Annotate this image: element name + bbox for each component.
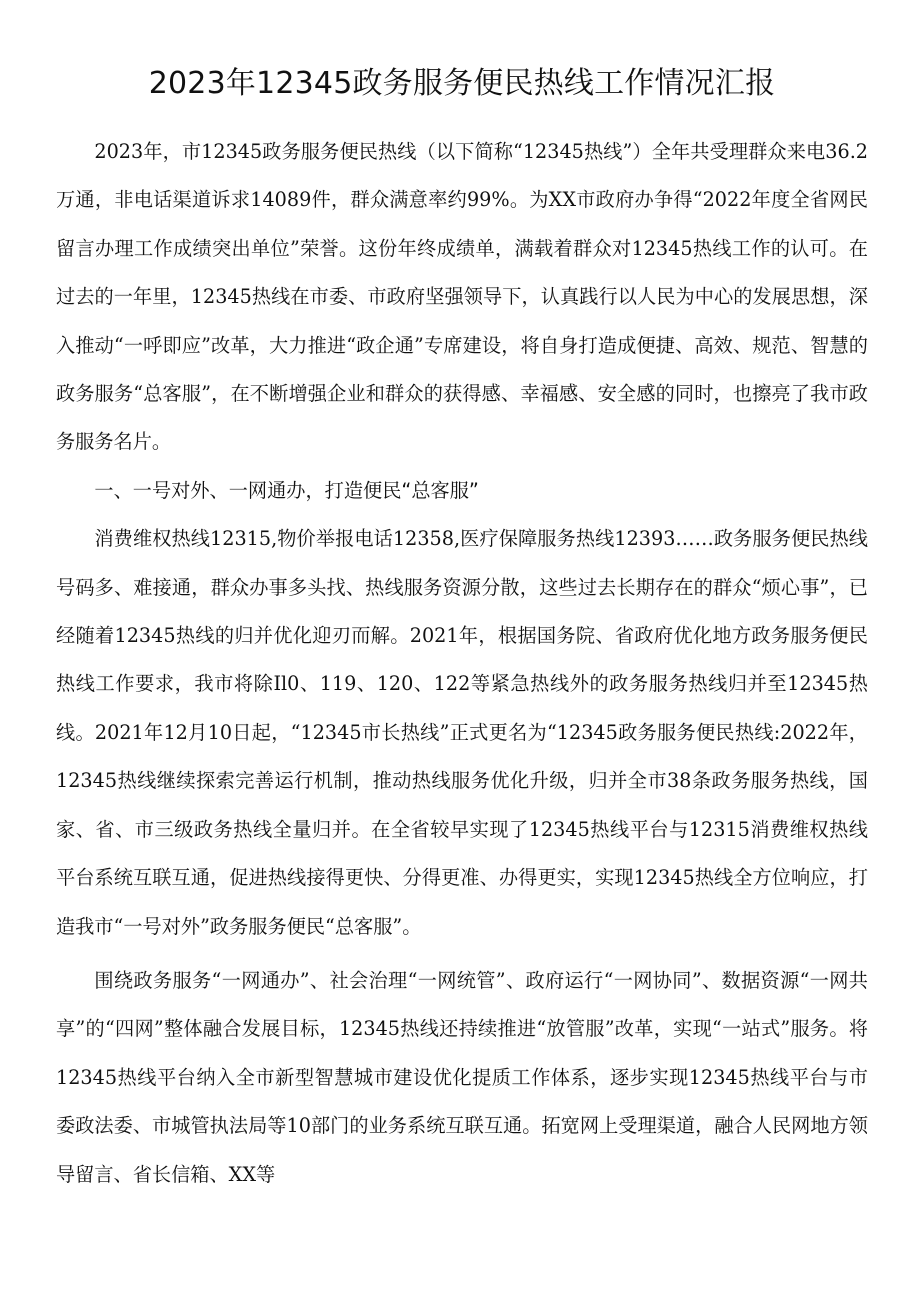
section-one-paragraph-one: 消费维权热线12315,物价举报电话12358,医疗保障服务热线12393……政务服务便民热线号码多、难接通，群众办事多头找、热线服务资源分散，这些过去长期存在的群众“烦心事”，已经随着12345热线的归并优化迎刃而解。2021年，根据国务院、省政府优化地方政务服务便民热线工作要求，我市将除Il0、119、120、122等紧急热线外的政务服务热线归并至12345热线。2021年12月10日起，“12345市长热线”正式更名为“12345政务服务便民热线:2022年，12345热线继续探索完善运行机制，推动热线服务优化升级，归并全市38条政务服务热线，国家、省、市三级政务热线全量归并。在全省较早实现了12345热线平台与12315消费维权热线平台系统互联互通，促进热线接得更快、分得更准、办得更实，实现12345热线全方位响应，打造我市“一号对外”政务服务便民“总客服”。 bbox=[56, 527, 868, 938]
document-title: 2023年12345政务服务便民热线工作情况汇报 bbox=[148, 66, 776, 101]
intro-paragraph: 2023年，市12345政务服务便民热线（以下简称“12345热线”）全年共受理群众来电36.2万通，非电话渠道诉求14089件，群众满意率约99%。为XX市政府办争得“2022年度全省网民留言办理工作成绩突出单位”荣誉。这份年终成绩单，满载着群众对12345热线工作的认可。在过去的一年里，12345热线在市委、市政府坚强领导下，认真践行以人民为中心的发展思想，深入推动“一呼即应”改革，大力推进“政企通”专席建设，将自身打造成便捷、高效、规范、智慧的政务服务“总客服”，在不断增强企业和群众的获得感、幸福感、安全感的同时，也擦亮了我市政务服务名片。 bbox=[56, 140, 868, 454]
section-one-paragraph-two: 围绕政务服务“一网通办”、社会治理“一网统管”、政府运行“一网协同”、数据资源“一网共享”的“四网”整体融合发展目标，12345热线还持续推进“放管服”改革，实现“一站式”服务。将12345热线平台纳入全市新型智慧城市建设优化提质工作体系，逐步实现12345热线平台与市委政法委、市城管执法局等10部门的业务系统互联互通。拓宽网上受理渠道，融合人民网地方领导留言、省长信箱、XX等 bbox=[56, 968, 868, 1186]
section-heading-one: 一、一号对外、一网通办，打造便民“总客服” bbox=[94, 478, 479, 502]
